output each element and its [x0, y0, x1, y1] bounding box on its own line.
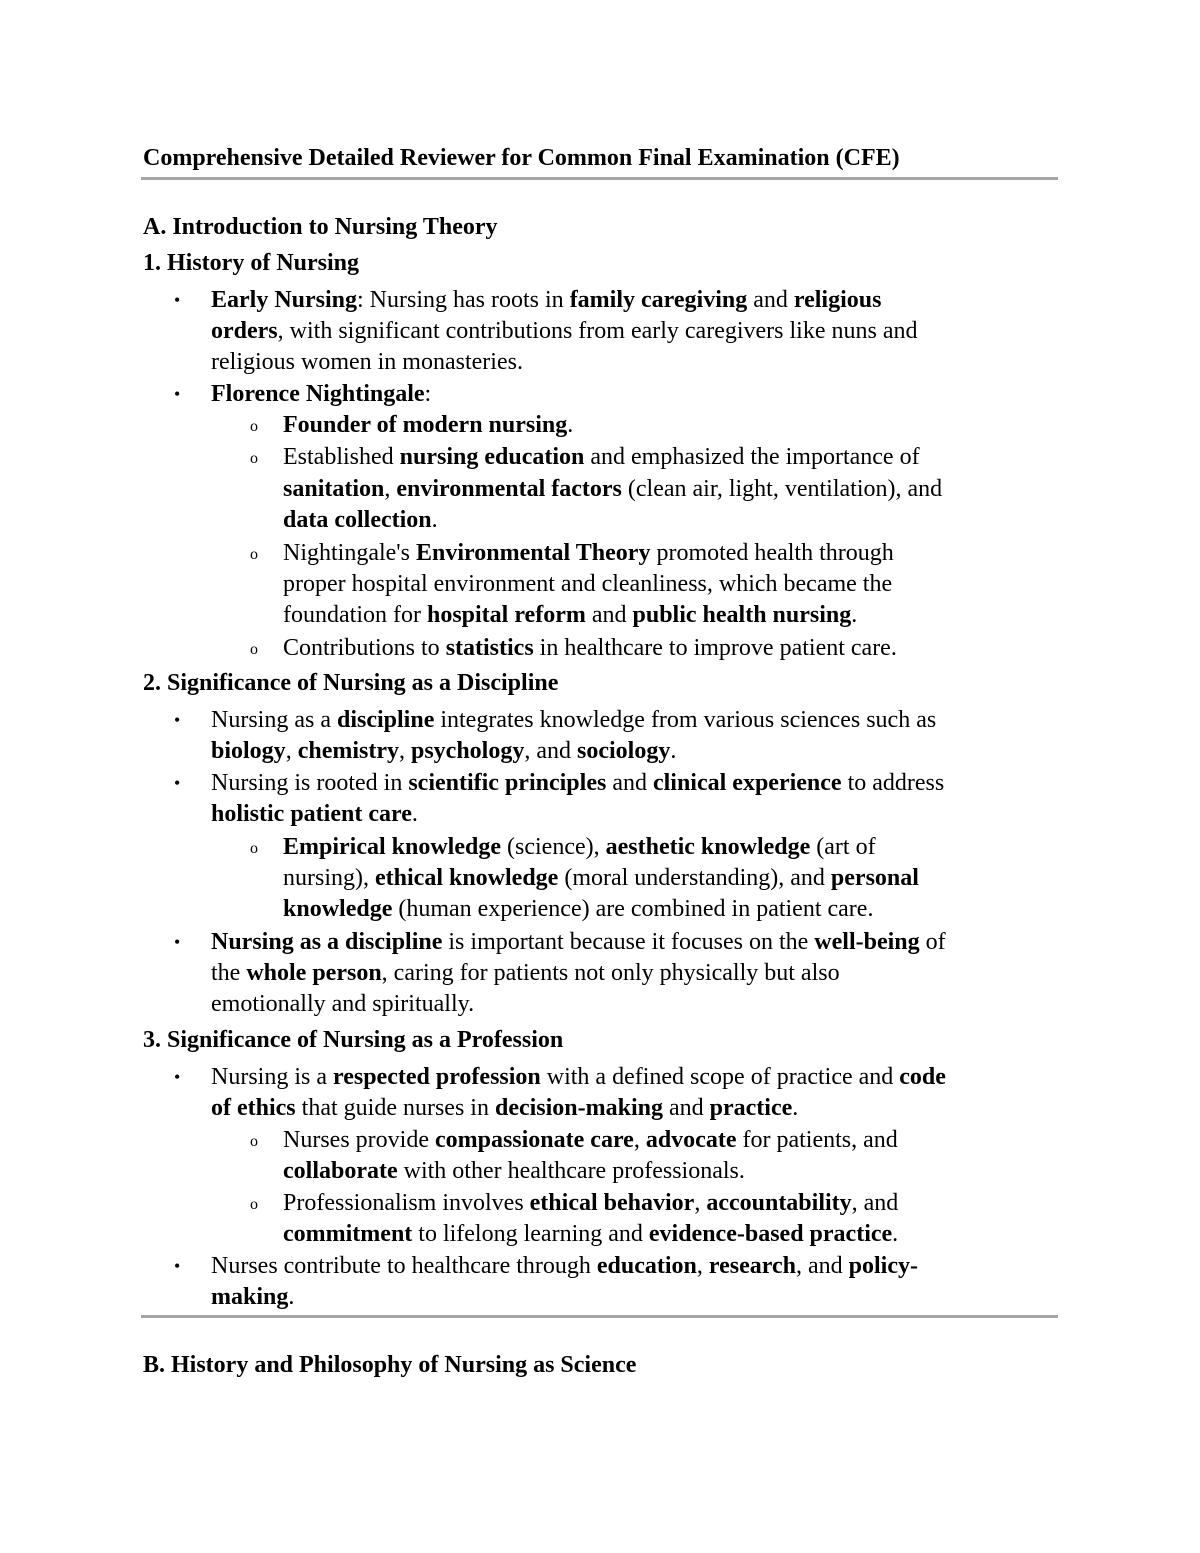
section-a-heading: A. Introduction to Nursing Theory [143, 214, 498, 240]
list-item: the whole person, caring for patients not only physically but also [211, 960, 840, 986]
bullet-icon: • [174, 773, 181, 793]
list-item: biology, chemistry, psychology, and sociology. [211, 738, 677, 764]
list-item: proper hospital environment and cleanliness, which became the [283, 571, 893, 597]
list-item: Early Nursing: Nursing has roots in family caregiving and religious [211, 287, 882, 313]
sub-bullet-icon: o [250, 1133, 258, 1150]
profession-heading: 3. Significance of Nursing as a Profession [143, 1027, 564, 1053]
bullet-icon: • [174, 932, 181, 952]
section-divider [141, 1315, 1058, 1318]
list-item: data collection. [283, 507, 438, 533]
list-item: Florence Nightingale: [211, 381, 432, 407]
list-item: Professionalism involves ethical behavior, accountability, and [283, 1190, 899, 1216]
list-item: knowledge (human experience) are combined in patient care. [283, 896, 874, 922]
list-item: sanitation, environmental factors (clean air, light, ventilation), and [283, 476, 943, 502]
sub-bullet-icon: o [250, 546, 258, 563]
list-item: Contributions to statistics in healthcare to improve patient care. [283, 635, 897, 661]
list-item: Nurses contribute to healthcare through education, research, and policy- [211, 1253, 918, 1279]
bullet-icon: • [174, 710, 181, 730]
sub-bullet-icon: o [250, 641, 258, 658]
list-item: Founder of modern nursing. [283, 412, 574, 438]
section-b-heading: B. History and Philosophy of Nursing as Science [143, 1352, 637, 1378]
list-item: nursing), ethical knowledge (moral understanding), and personal [283, 865, 919, 891]
list-item: Nursing is rooted in scientific principles and clinical experience to address [211, 770, 945, 796]
sub-bullet-icon: o [250, 450, 258, 467]
list-item: Nurses provide compassionate care, advocate for patients, and [283, 1127, 898, 1153]
title-divider [141, 177, 1058, 180]
list-item: religious women in monasteries. [211, 349, 523, 375]
list-item: Nursing as a discipline is important because it focuses on the well-being of [211, 929, 946, 955]
document-title: Comprehensive Detailed Reviewer for Common Final Examination (CFE) [143, 145, 900, 171]
bullet-icon: • [174, 1067, 181, 1087]
list-item: Established nursing education and emphasized the importance of [283, 444, 920, 470]
bullet-icon: • [174, 384, 181, 404]
list-item: collaborate with other healthcare professionals. [283, 1158, 745, 1184]
history-heading: 1. History of Nursing [143, 250, 359, 276]
list-item: commitment to lifelong learning and evidence-based practice. [283, 1221, 899, 1247]
list-item: holistic patient care. [211, 801, 418, 827]
sub-bullet-icon: o [250, 418, 258, 435]
discipline-heading: 2. Significance of Nursing as a Discipline [143, 670, 559, 696]
list-item: Empirical knowledge (science), aesthetic knowledge (art of [283, 834, 876, 860]
sub-bullet-icon: o [250, 840, 258, 857]
list-item: orders, with significant contributions from early caregivers like nuns and [211, 318, 918, 344]
bullet-icon: • [174, 290, 181, 310]
list-item: foundation for hospital reform and public health nursing. [283, 602, 858, 628]
list-item: Nursing is a respected profession with a defined scope of practice and code [211, 1064, 946, 1090]
list-item: emotionally and spiritually. [211, 991, 475, 1017]
list-item: Nursing as a discipline integrates knowledge from various sciences such as [211, 707, 937, 733]
list-item: of ethics that guide nurses in decision-making and practice. [211, 1095, 799, 1121]
sub-bullet-icon: o [250, 1196, 258, 1213]
list-item: making. [211, 1284, 295, 1310]
bullet-icon: • [174, 1256, 181, 1276]
list-item: Nightingale's Environmental Theory promoted health through [283, 540, 894, 566]
